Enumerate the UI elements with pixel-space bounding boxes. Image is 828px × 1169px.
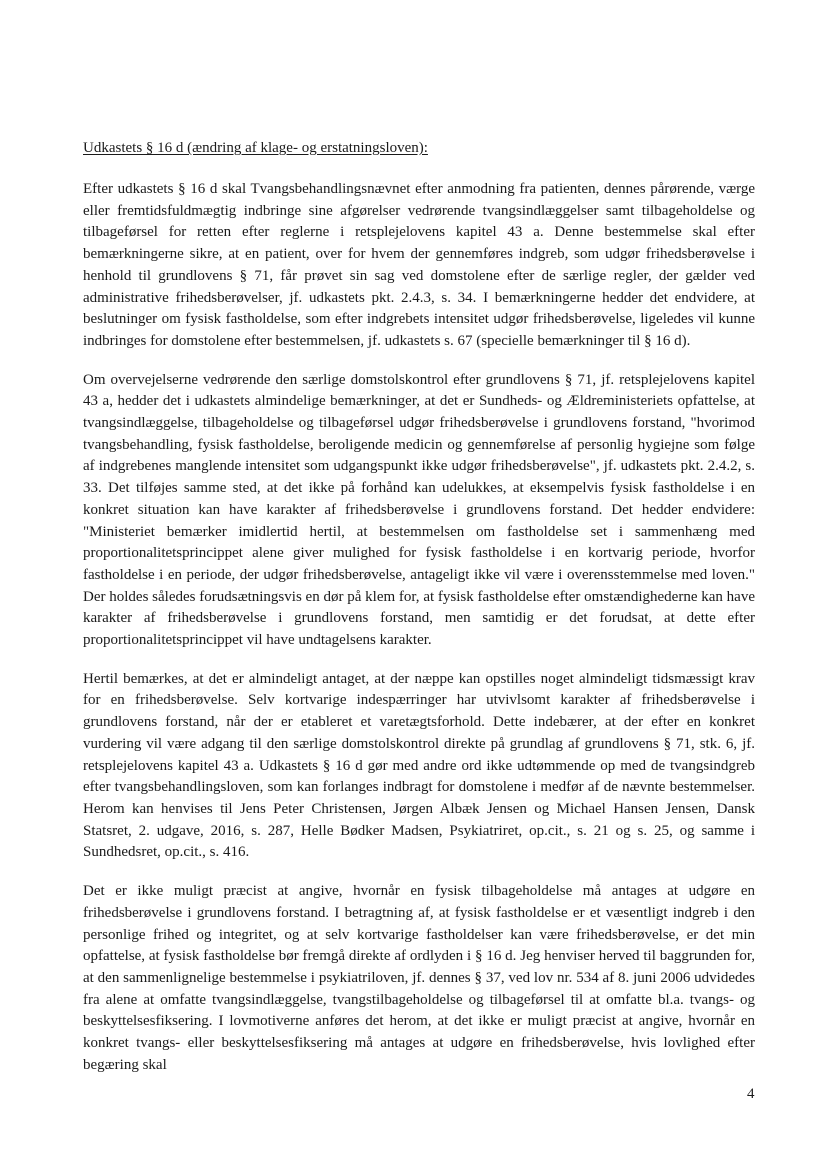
paragraph-1: Efter udkastets § 16 d skal Tvangsbehandlingsnævnet efter anmodning fra patienten, dennes pårørende, værge eller fremtidsfuldmægtig indbringe sine afgørelser vedrørende tvangsindlæggelser samt tilbageholdelse og tilbageførsel for retten efter reglerne i retsplejelovens kapitel 43 a. Denne bestemmelse skal efter bemærkningerne sikre, at en patient, over for hvem der gennemføres indgreb, som udgør frihedsberøvelse i henhold til grundlovens § 71, får prøvet sin sag ved domstolene efter de særlige regler, der gælder ved administrative frihedsberøvelser, jf. udkastets pkt. 2.4.3, s. 34. I bemærkningerne hedder det endvidere, at beslutninger om fysisk fastholdelse, som efter indgrebets intensitet udgør frihedsberøvelse, ligeledes vil kunne indbringes for domstolene efter bestemmelsen, jf. udkastets s. 67 (specielle bemærkninger til § 16 d). (83, 181, 755, 349)
section-heading: Udkastets § 16 d (ændring af klage- og erstatningsloven): (83, 140, 428, 156)
paragraph-4: Det er ikke muligt præcist at angive, hvornår en fysisk tilbageholdelse må antages at udgøre en frihedsberøvelse i grundlovens forstand. I betragtning af, at fysisk fastholdelse er et væsentligt indgreb i den personlige frihed og integritet, og at selv kortvarige fastholdelser kan være frihedsberøvelse, er det min opfattelse, at fysisk fastholdelse bør fremgå direkte af ordlyden i § 16 d. Jeg henviser herved til baggrunden for, at den sammenlignelige bestemmelse i psykiatriloven, jf. dennes § 37, ved lov nr. 534 af 8. juni 2006 udvidedes fra alene at omfatte tvangsindlæggelse, tvangstilbageholdelse og tilbageførsel til at omfatte bl.a. tvangs- og beskyttelsesfiksering. I lovmotiverne anføres det herom, at det ikke er muligt præcist at angive, hvornår en konkret tvangs- eller beskyttelsesfiksering må antages at udgøre en frihedsberøvelse, hvis lovlighed efter begæring skal (83, 883, 755, 1073)
document-page (83, 138, 755, 1093)
page-number: 4 (747, 1086, 755, 1102)
paragraph-2: Om overvejelserne vedrørende den særlige domstolskontrol efter grundlovens § 71, jf. retsplejelovens kapitel 43 a, hedder det i udkastets almindelige bemærkninger, at det er Sundheds- og Ældreministeriets opfattelse, at tvangsindlæggelse, tilbageholdelse og tilbageførsel udgør frihedsberøvelse i grundlovens forstand, "hvorimod tvangsbehandling, fysisk fastholdelse, beroligende medicin og gennemførelse af personlig hygiejne som følge af indgrebenes manglende intensitet som udgangspunkt ikke udgør frihedsberøvelse", jf. udkastets pkt. 2.4.2, s. 33. Det tilføjes samme sted, at det ikke på forhånd kan udelukkes, at eksempelvis fysisk fastholdelse i en konkret situation kan have karakter af frihedsberøvelse i grundlovens forstand. Det hedder endvidere: "Ministeriet bemærker imidlertid hertil, at bestemmelsen om fastholdelse set i sammenhæng med proportionalitetsprincippet alene giver mulighed for fysisk fastholdelse i en kortvarig periode, hvorfor fastholdelse i en periode, der udgør frihedsberøvelse, antageligt ikke vil være i overensstemmelse med loven." Der holdes således forudsætningsvis en dør på klem for, at fysisk fastholdelse efter omstændighederne kan have karakter af frihedsberøvelse i grundlovens forstand, men samtidig er det forudsat, at dette efter proportionalitetsprincippet vil have undtagelsens karakter. (83, 371, 755, 649)
paragraph-3: Hertil bemærkes, at det er almindeligt antaget, at der næppe kan opstilles noget almindeligt tidsmæssigt krav for en frihedsberøvelse. Selv kortvarige indespærringer har utvivlsomt karakter af frihedsberøvelse i grundlovens forstand, når der er etableret et varetægtsforhold. Dette indebærer, at der efter en konkret vurdering vil være adgang til den særlige domstolskontrol direkte på grundlag af grundlovens § 71, stk. 6, jf. retsplejelovens kapitel 43 a. Udkastets § 16 d gør med andre ord ikke udtømmende op med de tvangsindgreb efter tvangsbehandlingsloven, som kan forlanges indbragt for domstolene i medfør af de nævnte bestemmelser. Herom kan henvises til Jens Peter Christensen, Jørgen Albæk Jensen og Michael Hansen Jensen, Dansk Statsret, 2. udgave, 2016, s. 287, Helle Bødker Madsen, Psykiatriret, op.cit., s. 21 og s. 25, og samme i Sundhedsret, op.cit., s. 416. (83, 670, 755, 861)
